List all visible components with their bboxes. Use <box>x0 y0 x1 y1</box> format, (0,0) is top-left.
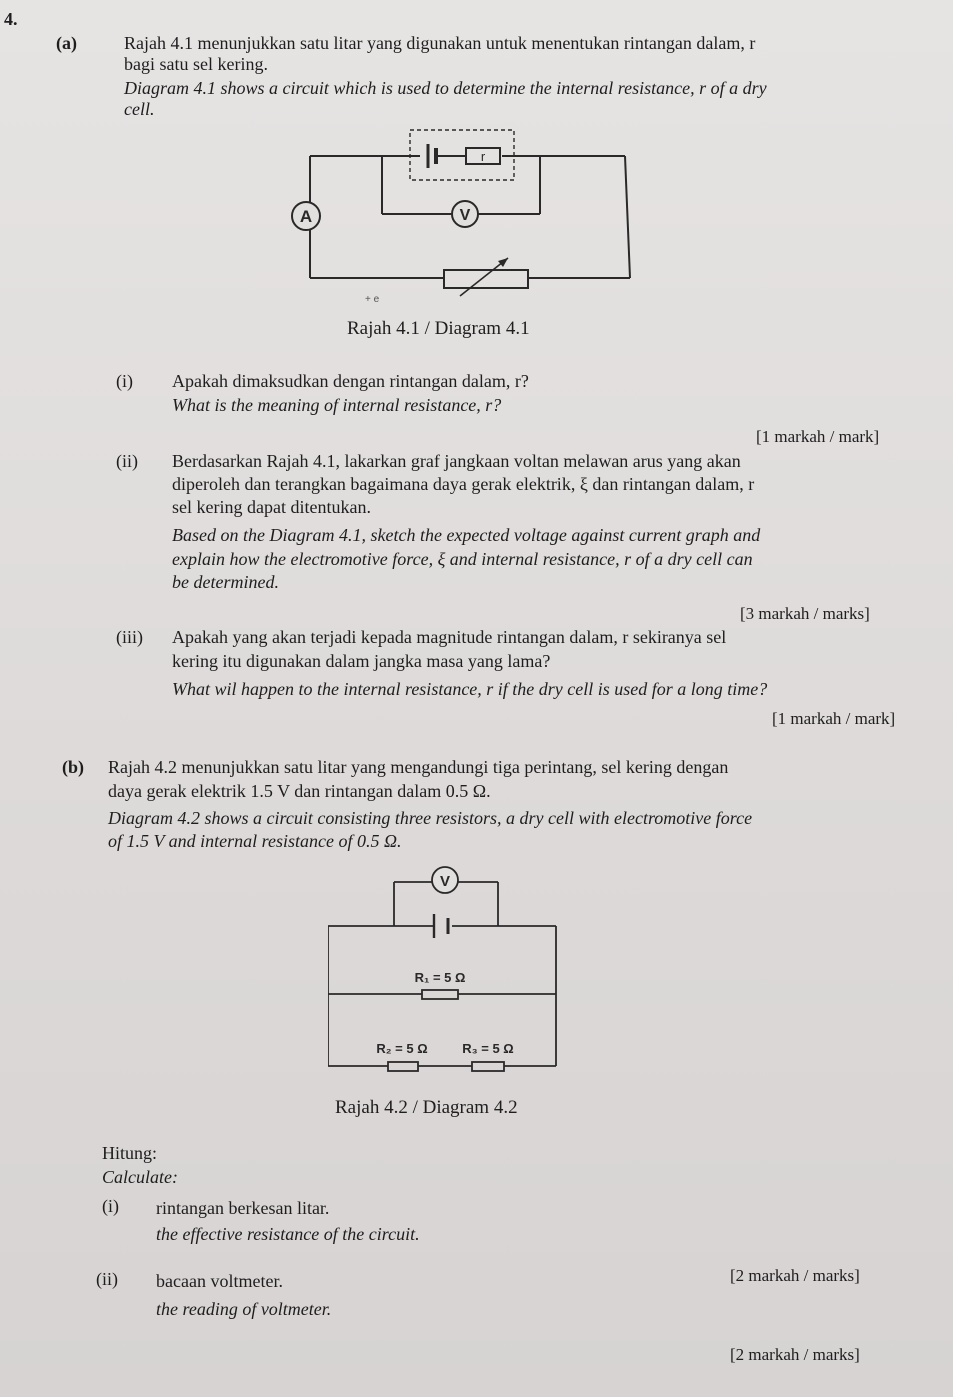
circuit-diagram-4-2 <box>328 862 568 1084</box>
rheostat <box>444 270 528 288</box>
a-iii-ms-1: Apakah yang akan terjadi kepada magnitude rintangan dalam, r sekiranya sel <box>172 627 727 647</box>
calc-en: Calculate: <box>102 1167 178 1187</box>
part-b-ms-2: daya gerak elektrik 1.5 V dan rintangan dalam 0.5 Ω. <box>108 781 491 801</box>
caption-diagram-4-1: Rajah 4.1 / Diagram 4.1 <box>347 318 530 339</box>
part-b-en-2: of 1.5 V and internal resistance of 0.5 Ω. <box>108 831 402 851</box>
a-ii-en-2: explain how the electromotive force, ξ and internal resistance, r of a dry cell can <box>172 549 753 569</box>
r1-resistor <box>422 990 458 999</box>
r1-label: R₁ = 5 Ω <box>414 970 466 985</box>
a-ii-en-3: be determined. <box>172 572 279 592</box>
a-i-en: What is the meaning of internal resistance, r? <box>172 395 502 415</box>
a-ii-ms-2: diperoleh dan terangkan bagaimana daya gerak elektrik, ξ dan rintangan dalam, r <box>172 474 755 494</box>
a-i-marks: [1 markah / mark] <box>756 427 880 446</box>
part-b-en-1: Diagram 4.2 shows a circuit consisting three resistors, a dry cell with electromotive force <box>108 808 753 828</box>
ammeter-label: A <box>299 207 313 226</box>
a-iii-ms-2: kering itu digunakan dalam jangka masa yang lama? <box>172 651 551 671</box>
a-ii-label: (ii) <box>116 451 138 471</box>
circuit-diagram-4-1 <box>270 118 650 318</box>
r3-resistor <box>472 1062 504 1071</box>
a-iii-marks: [1 markah / mark] <box>772 709 896 728</box>
b-i-en: the effective resistance of the circuit. <box>156 1224 420 1244</box>
a-i-ms: Apakah dimaksudkan dengan rintangan dalam, r? <box>172 371 529 391</box>
part-a-intro-ms-2: bagi satu sel kering. <box>124 54 268 74</box>
a-ii-ms-1: Berdasarkan Rajah 4.1, lakarkan graf jangkaan voltan melawan arus yang akan <box>172 451 741 471</box>
a-iii-label: (iii) <box>116 627 143 647</box>
b-ii-ms: bacaan voltmeter. <box>156 1271 283 1291</box>
part-a-intro-ms-1: Rajah 4.1 menunjukkan satu litar yang digunakan untuk menentukan rintangan dalam, r <box>124 33 756 53</box>
r3-label: R₃ = 5 Ω <box>462 1041 514 1056</box>
b-i-ms: rintangan berkesan litar. <box>156 1198 330 1218</box>
b-i-label: (i) <box>102 1196 119 1216</box>
a-iii-en: What wil happen to the internal resistance, r if the dry cell is used for a long time? <box>172 679 768 699</box>
b-ii-en: the reading of voltmeter. <box>156 1299 332 1319</box>
a-ii-ms-3: sel kering dapat ditentukan. <box>172 497 371 517</box>
part-b-ms-1: Rajah 4.2 menunjukkan satu litar yang mengandungi tiga perintang, sel kering dengan <box>108 757 729 777</box>
part-a-intro-en-2: cell. <box>124 99 155 119</box>
r2-label: R₂ = 5 Ω <box>376 1041 428 1056</box>
caption-diagram-4-2: Rajah 4.2 / Diagram 4.2 <box>335 1097 518 1118</box>
voltmeter-label: V <box>439 873 451 890</box>
b-ii-label: (ii) <box>96 1269 118 1289</box>
b-i-marks: [2 markah / marks] <box>730 1266 860 1285</box>
question-number: 4. <box>4 9 18 29</box>
a-ii-marks: [3 markah / marks] <box>740 604 870 623</box>
part-b-label: (b) <box>62 757 84 777</box>
r2-resistor <box>388 1062 418 1071</box>
part-a-label: (a) <box>56 33 77 53</box>
calc-ms: Hitung: <box>102 1143 158 1163</box>
part-a-intro-en-1: Diagram 4.1 shows a circuit which is used to determine the internal resistance, r of a dry <box>124 78 767 98</box>
a-ii-en-1: Based on the Diagram 4.1, sketch the expected voltage against current graph and <box>172 525 761 545</box>
internal-resistor-label: r <box>480 149 486 164</box>
terminal-marks: + e <box>365 294 380 305</box>
voltmeter-label: V <box>459 207 471 224</box>
b-ii-marks: [2 markah / marks] <box>730 1345 860 1364</box>
a-i-label: (i) <box>116 371 133 391</box>
